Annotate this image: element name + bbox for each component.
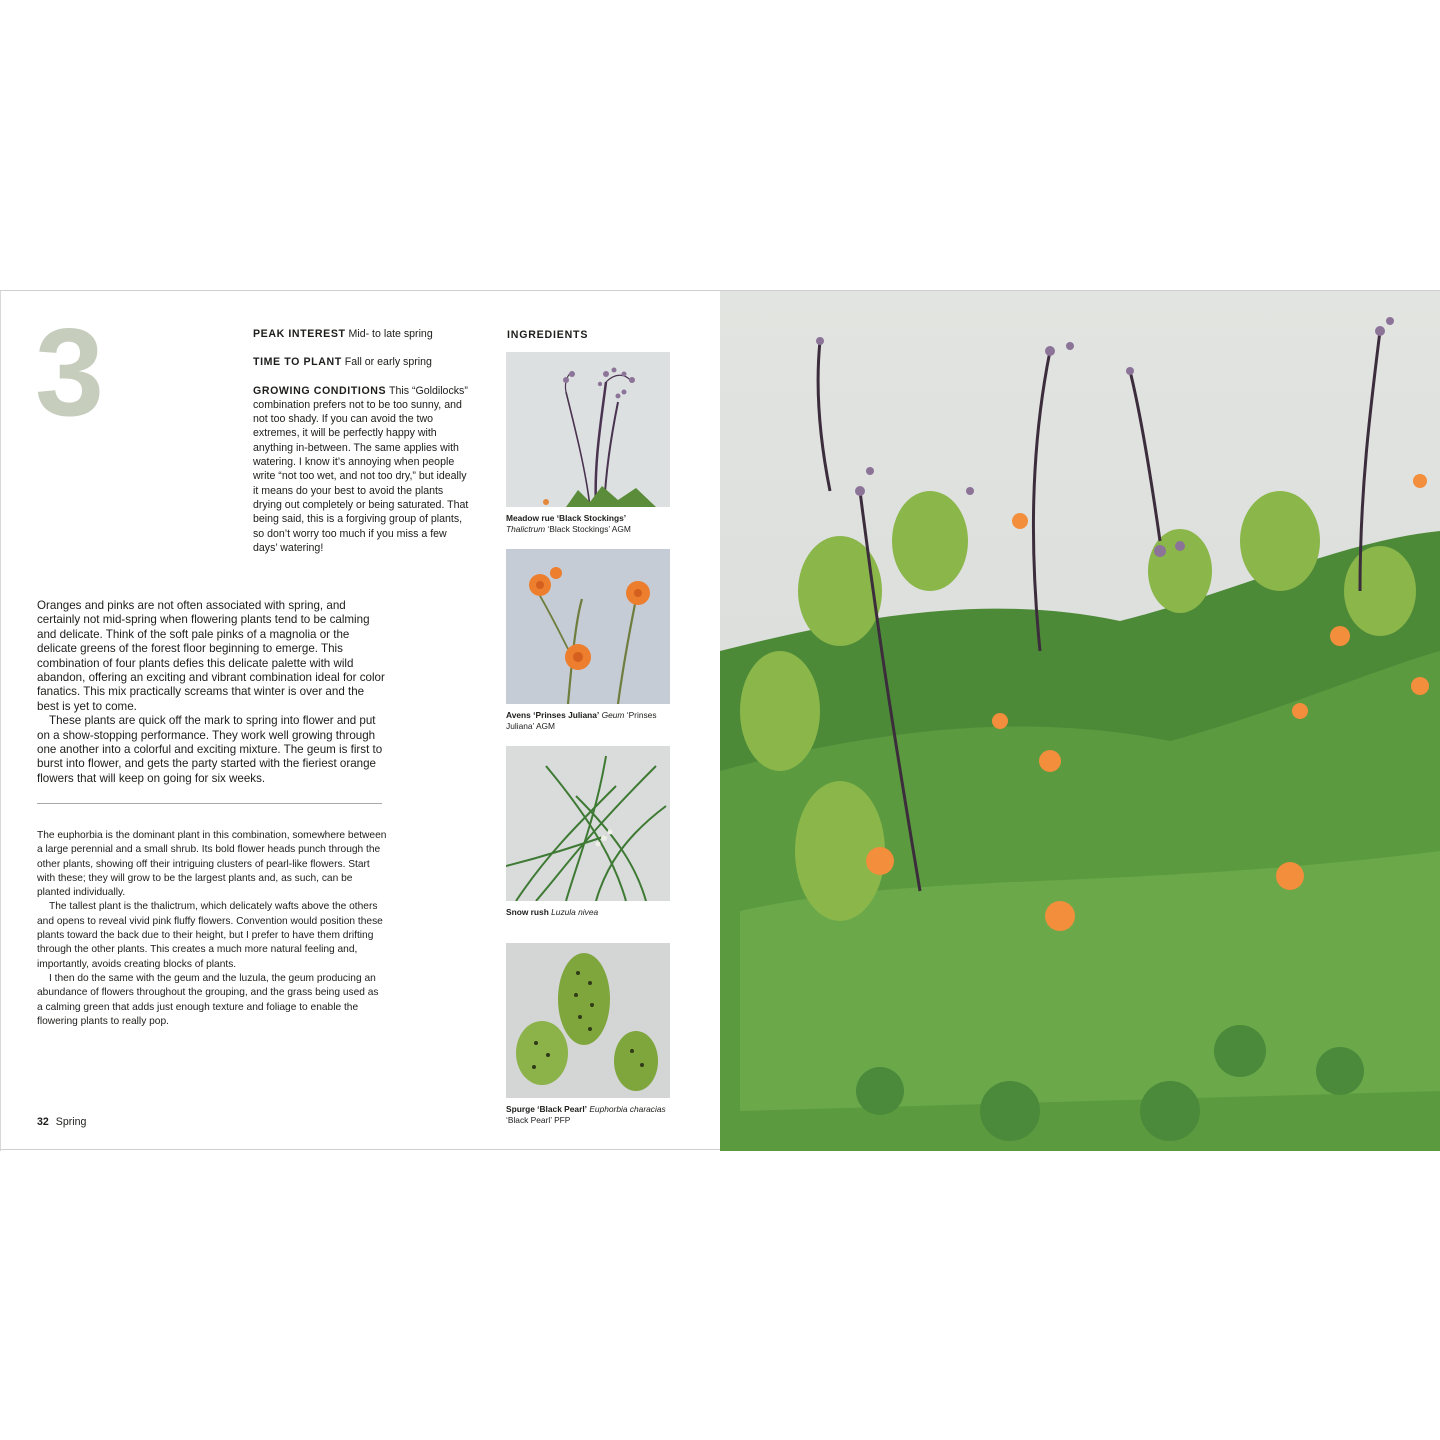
intro-paragraph: Oranges and pinks are not often associated with spring, and certainly not mid-spring when flowering plants tend to be calming and delicate. Think of the soft pale pinks of a magnolia or the delicate greens of the forest floor beginning to emerge. This combination of four plants defies this delicate palette with wild abandon, offering an exciting and vibrant combination ideal for color fanatics. This mix practically screams that winter is over and the best is yet to come. (37, 599, 385, 713)
latin-name: Luzula nivea (551, 907, 599, 917)
common-name: Snow rush (506, 907, 549, 917)
body-text (37, 829, 387, 1029)
latin-name: Thalictrum (506, 523, 546, 534)
left-page (0, 291, 720, 1151)
page-number: 32 (37, 1116, 49, 1128)
divider (37, 803, 382, 804)
peak-interest-label: PEAK INTEREST (253, 328, 346, 340)
ingredient-caption (506, 1104, 670, 1125)
ingredient-caption (506, 907, 670, 918)
common-name: Meadow rue ‘Black Stockings’ (506, 513, 627, 523)
ingredient-item (506, 943, 670, 1125)
growing-conditions-value: This “Goldilocks” combination prefers not to be too sunny, and not too shady. If you can avoid the two extremes, it will be perfectly happy with anything in-between. The same applies with watering. I know it’s annoying when people write “not too wet, and not too dry,” but ideally it means do your best to avoid the plants drying out completely or being saturated. That being said, this is a forgiving group of plants, so don’t worry too much if you miss a few days’ watering! (253, 384, 469, 554)
body-paragraph: I then do the same with the geum and the luzula, the geum producing an abundance of flowers throughout the grouping, and the grass being used as a calming green that adds just enough texture and foliage to enable the flowering plants to really pop. (37, 972, 379, 1027)
book-spread (0, 290, 1440, 1150)
ingredient-item (506, 746, 670, 918)
growing-conditions-label: GROWING CONDITIONS (253, 384, 387, 397)
common-name: Avens ‘Prinses Juliana’ (506, 710, 600, 720)
plant-info-panel (253, 327, 471, 569)
intro-text (37, 599, 387, 786)
thalictrum-photo (506, 352, 670, 507)
time-to-plant-value: Fall or early spring (344, 356, 432, 369)
cultivar-name: ‘Black Pearl’ PFP (506, 1114, 571, 1125)
intro-paragraph: These plants are quick off the mark to spring into flower and put on a show-stopping performance. They work well growing through one another into a colorful and exciting mixture. The geum is first to burst into flower, and gets the party started with the fieriest orange flowers that will keep on going for six weeks. (37, 714, 383, 785)
planting-combination-photo (720, 291, 1440, 1151)
latin-name: Euphorbia characias (589, 1104, 666, 1114)
peak-interest (253, 327, 471, 341)
peak-interest-value: Mid- to late spring (348, 328, 433, 340)
ingredients-heading: INGREDIENTS (507, 329, 589, 341)
growing-conditions (253, 384, 471, 556)
body-paragraph: The tallest plant is the thalictrum, which delicately wafts above the others and opens to reveal vivid pink fluffy flowers. Convention would position these plants toward the back due to their height, but I prefer to have them drifting through the other plants. This creates a much more natural feeling and, importantly, avoids creating blocks of plants. (37, 901, 383, 970)
cultivar-name: ‘Black Stockings’ AGM (545, 523, 631, 534)
body-paragraph: The euphorbia is the dominant plant in this combination, somewhere between a large perennial and a small shrub. Its bold flower heads punch through the other plants, showing off their intriguing clusters of pearl-like flowers. Start with these; they will grow to be the largest plants and, as such, can be planted individually. (37, 830, 387, 899)
ingredient-item (506, 352, 670, 534)
section-number: 3 (35, 304, 104, 442)
running-section: Spring (55, 1116, 87, 1128)
time-to-plant (253, 355, 471, 369)
ingredient-caption (506, 710, 670, 731)
geum-photo (506, 549, 670, 704)
latin-name: Geum (601, 710, 625, 720)
folio (37, 1116, 86, 1128)
time-to-plant-label: TIME TO PLANT (253, 356, 342, 369)
common-name: Spurge ‘Black Pearl’ (506, 1104, 587, 1114)
cultivar-name: ‘Prinses Juliana’ AGM (506, 710, 657, 731)
ingredient-caption (506, 513, 670, 534)
euphorbia-photo (506, 943, 670, 1098)
ingredient-item (506, 549, 670, 731)
luzula-photo (506, 746, 670, 901)
